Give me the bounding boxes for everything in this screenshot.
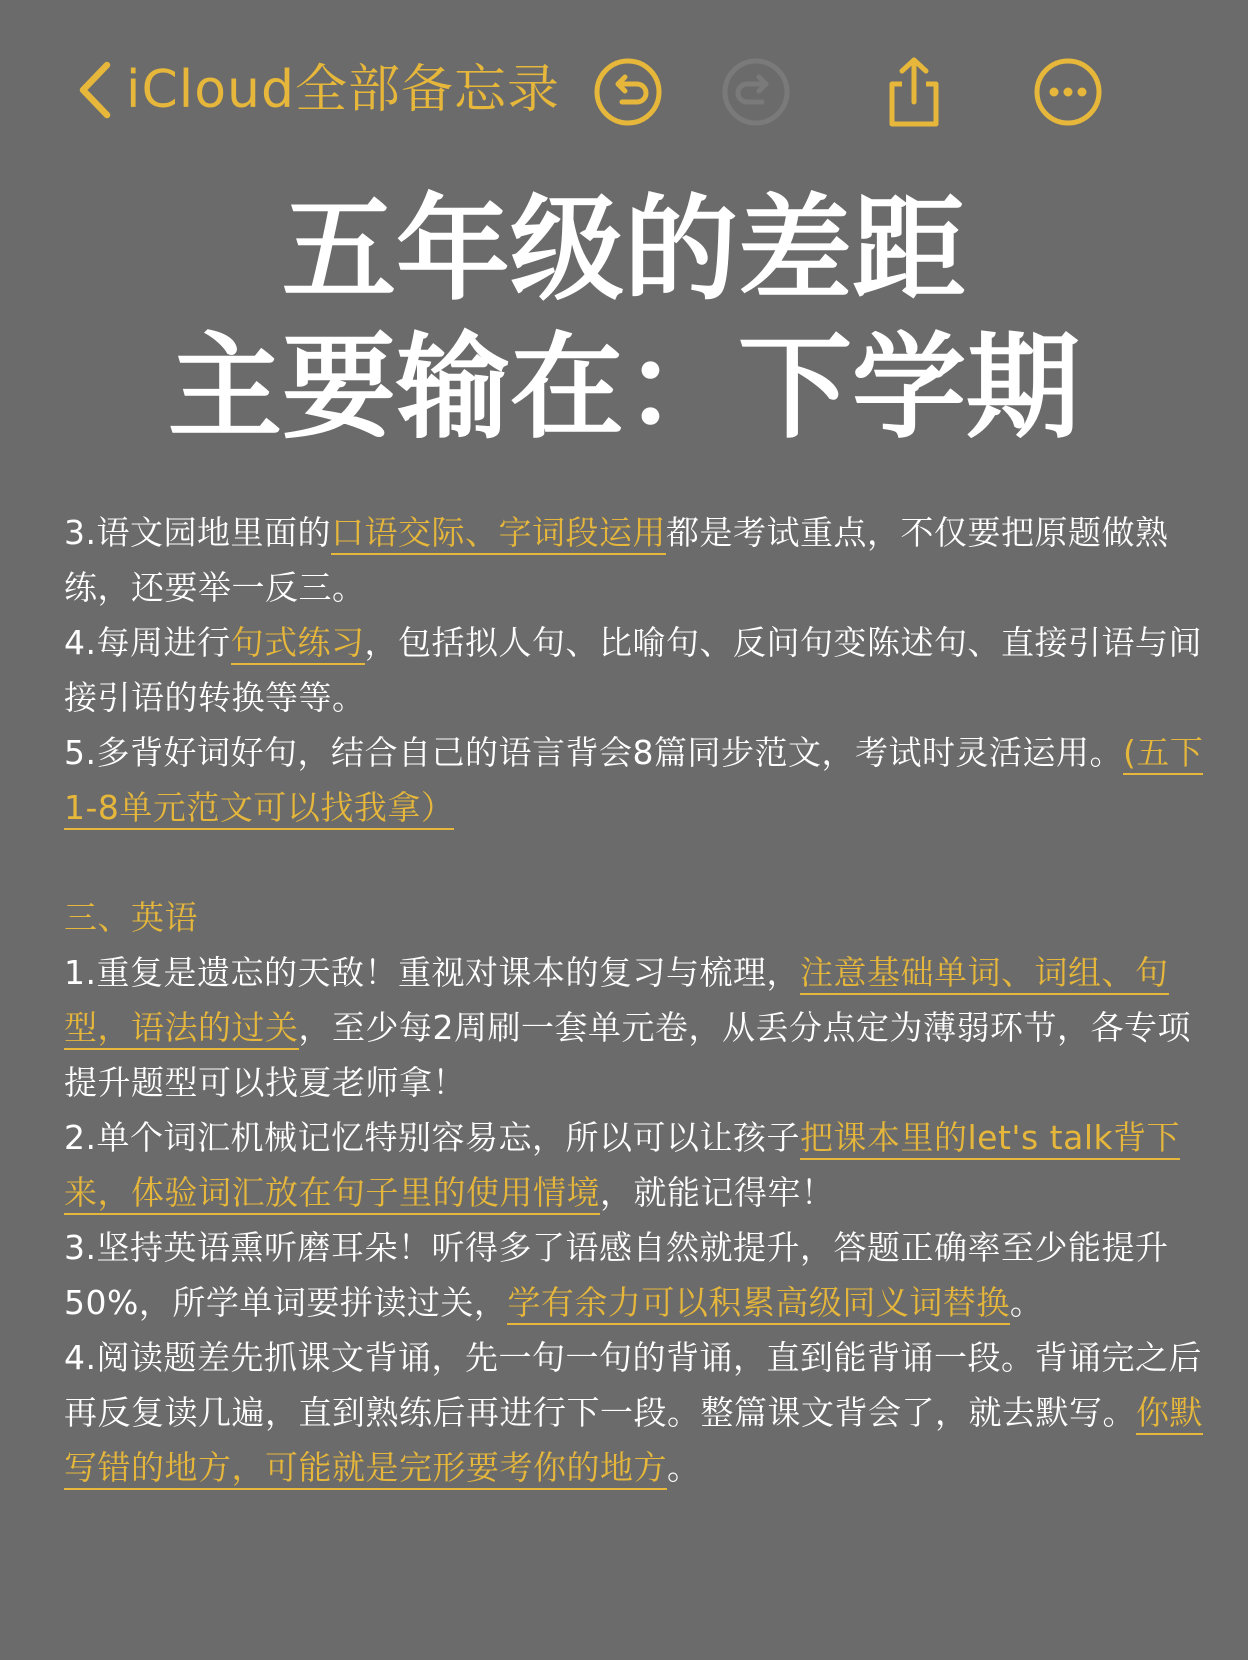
more-icon [1032,56,1104,128]
list-item [64,505,1204,615]
item-text: ，至少每2周刷一套单元卷，从丢分点定为薄弱环节，各专项提升题型可以找夏老师拿！ [64,1008,1191,1102]
section-heading: 三、英语 [64,898,198,937]
redo-icon [720,56,792,128]
item-text: ，包括拟人句、比喻句、反问句变陈述句、直接引语与间接引语的转换等等。 [64,623,1202,717]
item-text: 2.单个词汇机械记忆特别容易忘，所以可以让孩子 [64,1118,800,1157]
item-text: 。 [1009,1283,1044,1322]
highlighted-text: 你默写错的地方，可能就是完形要考你的地方 [64,1393,1203,1490]
item-text: 都是考试重点，不仅要把原题做熟练，还要举一反三。 [64,513,1169,607]
share-button[interactable] [878,56,950,128]
item-text: 3.语文园地里面的 [64,513,331,552]
item-text: 4.每周进行 [64,623,231,662]
list-item [64,615,1204,725]
item-text: 。 [667,1448,701,1487]
note-title-line-1: 五年级的差距 [281,183,966,316]
list-item [64,1110,1204,1220]
note-toolbar [0,40,1248,140]
note-title-line-2: 主要输在：下学期 [167,321,1080,454]
back-label: iCloud全部备忘录 [126,60,560,120]
list-item [64,1220,1204,1330]
list-item [64,725,1204,835]
highlighted-text: 把课本里的let's talk背下来，体验词汇放在句子里的使用情境 [64,1118,1180,1215]
item-text: 1.重复是遗忘的天敌！重视对课本的复习与梳理， [64,953,800,992]
highlighted-text: 口语交际、字词段运用 [331,513,666,555]
more-button[interactable] [1032,56,1104,128]
item-text: ，就能记得牢！ [600,1173,835,1212]
item-text: 5.多背好词好句，结合自己的语言背会8篇同步范文，考试时灵活运用。 [64,733,1123,772]
note-body[interactable] [64,505,1204,1495]
highlighted-text: (五下1-8单元范文可以找我拿） [64,733,1203,830]
list-item [64,945,1204,1110]
highlighted-text: 学有余力可以积累高级同义词替换 [507,1283,1010,1325]
item-text: 3.坚持英语熏听磨耳朵！听得多了语感自然就提升，答题正确率至少能提升50%，所学单词要拼读过关， [64,1228,1169,1322]
blank-line [64,835,1204,890]
watermark [820,1598,1220,1626]
back-button[interactable] [78,52,560,128]
chevron-left-icon [78,61,112,119]
share-icon [878,56,950,128]
highlighted-text: 句式练习 [231,623,365,665]
undo-icon [592,56,664,128]
highlighted-text: 注意基础单词、词组、句型，语法的过关 [64,953,1169,1050]
redo-button[interactable] [720,56,792,128]
item-text: 4.阅读题差先抓课文背诵，先一句一句的背诵，直到能背诵一段。背诵完之后再反复读几遍，直到熟练后再进行下一段。整篇课文背会了，就去默写。 [64,1338,1202,1432]
list-item [64,1330,1204,1495]
undo-button[interactable] [592,56,664,128]
